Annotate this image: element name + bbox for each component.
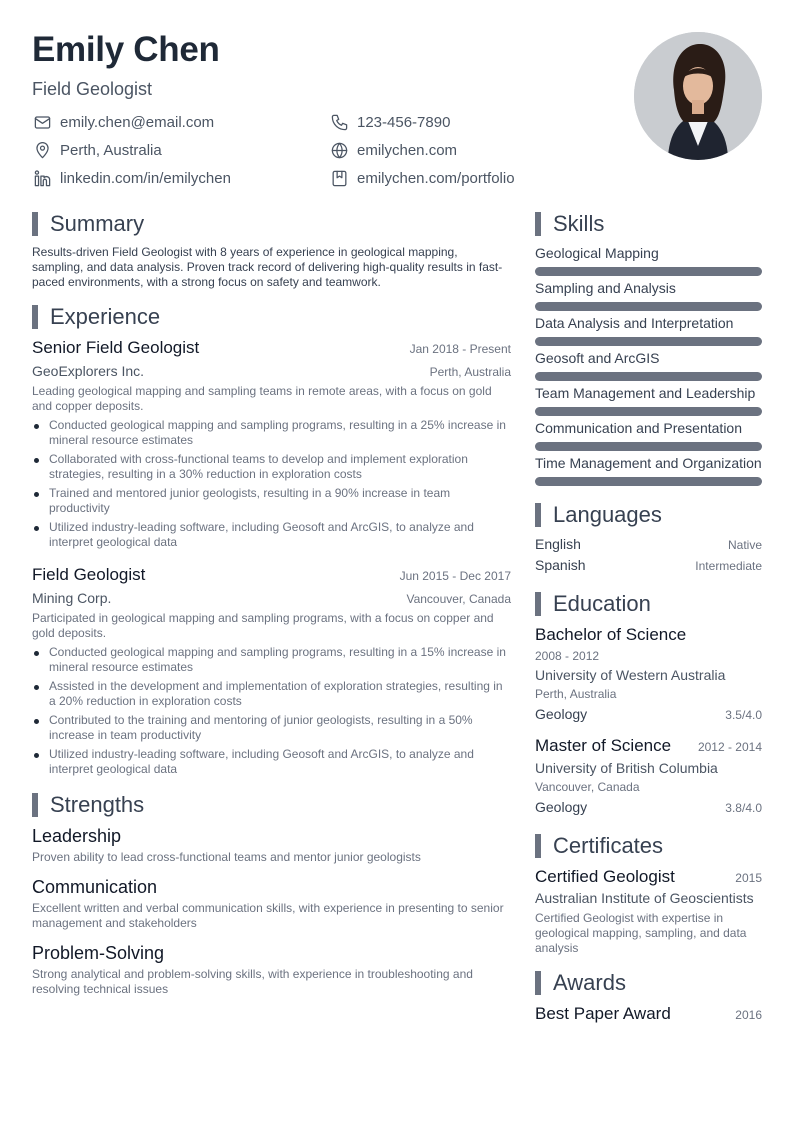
job-bullet: Trained and mentored junior geologists, resulting in a 90% increase in team productivity <box>32 486 511 516</box>
skill-name: Data Analysis and Interpretation <box>535 315 734 331</box>
awards-heading-text: Awards <box>553 970 626 995</box>
section-accent-bar <box>32 212 38 236</box>
job-bullet: Conducted geological mapping and sampling programs, resulting in a 15% increase in mineral resource estimates <box>32 645 511 675</box>
skill-bar <box>535 337 762 346</box>
languages-heading-text: Languages <box>553 502 662 527</box>
education-location: Vancouver, Canada <box>535 780 640 794</box>
language-name: Spanish <box>535 557 586 573</box>
contact-email-text: emily.chen@email.com <box>60 114 215 131</box>
job-dates: Jun 2015 - Dec 2017 <box>399 569 511 583</box>
contact-email[interactable] <box>32 112 329 133</box>
skill-item <box>535 455 762 486</box>
contact-phone-text: 123-456-7890 <box>357 114 451 131</box>
section-accent-bar <box>535 971 541 995</box>
contact-portfolio-text: emilychen.com/portfolio <box>357 170 515 187</box>
job-dates: Jan 2018 - Present <box>409 342 511 356</box>
contact-list <box>32 112 592 189</box>
job-company: GeoExplorers Inc. <box>32 363 145 379</box>
certificates-heading <box>535 833 762 859</box>
education-school: University of Western Australia <box>535 667 726 683</box>
education-heading <box>535 591 762 617</box>
education-dates: 2008 - 2012 <box>535 649 600 663</box>
job-description: Participated in geological mapping and sampling programs, with a focus on copper and gold deposits. <box>32 611 494 640</box>
skill-item <box>535 280 762 311</box>
education-heading-text: Education <box>553 591 651 616</box>
education-dates: 2012 - 2014 <box>697 740 762 754</box>
section-accent-bar <box>32 305 38 329</box>
contact-linkedin-text: linkedin.com/in/emilychen <box>60 170 231 187</box>
strength-item <box>32 943 511 997</box>
strength-name: Problem-Solving <box>32 943 165 963</box>
section-accent-bar <box>535 592 541 616</box>
skill-bar <box>535 267 762 276</box>
contact-website[interactable] <box>329 140 592 161</box>
job-bullet: Utilized industry-leading software, including Geosoft and ArcGIS, to analyze and interpret geological data <box>32 747 511 777</box>
certificate-year: 2015 <box>735 871 762 885</box>
job-bullets <box>32 645 511 777</box>
job-location: Vancouver, Canada <box>406 592 511 606</box>
experience-item <box>32 338 511 550</box>
language-item <box>535 536 762 552</box>
contact-portfolio[interactable] <box>329 168 592 189</box>
skill-bar <box>535 407 762 416</box>
education-item <box>535 625 762 722</box>
section-accent-bar <box>535 503 541 527</box>
skill-name: Communication and Presentation <box>535 420 743 436</box>
job-bullets <box>32 418 511 550</box>
portfolio-icon <box>329 169 349 189</box>
skill-name: Sampling and Analysis <box>535 280 676 296</box>
contact-location <box>32 140 329 161</box>
award-year: 2016 <box>735 1008 762 1022</box>
skills-heading-text: Skills <box>553 211 605 236</box>
skill-name: Time Management and Organization <box>535 455 762 471</box>
education-gpa: 3.5/4.0 <box>725 708 762 722</box>
language-name: English <box>535 536 581 552</box>
skill-item <box>535 315 762 346</box>
job-bullet: Assisted in the development and implementation of exploration strategies, resulting in a 20% reduction in exploration costs <box>32 679 511 709</box>
strength-item <box>32 826 511 865</box>
side-column <box>535 211 762 1024</box>
job-bullet: Utilized industry-leading software, including Geosoft and ArcGIS, to analyze and interpret geological data <box>32 520 511 550</box>
job-description: Leading geological mapping and sampling teams in remote areas, with a focus on gold and copper deposits. <box>32 384 492 413</box>
education-field: Geology <box>535 706 588 722</box>
strength-description: Proven ability to lead cross-functional teams and mentor junior geologists <box>32 850 421 864</box>
strength-name: Leadership <box>32 826 122 846</box>
education-school: University of British Columbia <box>535 760 718 776</box>
education-degree: Master of Science <box>535 736 672 755</box>
experience-heading-text: Experience <box>50 304 161 329</box>
contact-linkedin[interactable] <box>32 168 329 189</box>
language-level: Intermediate <box>695 559 762 573</box>
language-item <box>535 557 762 573</box>
linkedin-icon <box>32 169 52 189</box>
skill-item <box>535 420 762 451</box>
certificate-issuer: Australian Institute of Geoscientists <box>535 890 754 906</box>
education-item <box>535 736 762 815</box>
section-accent-bar <box>535 834 541 858</box>
job-bullet: Contributed to the training and mentoring of junior geologists, resulting in a 50% increase in team productivity <box>32 713 511 743</box>
certificate-name: Certified Geologist <box>535 867 675 886</box>
skill-bar <box>535 302 762 311</box>
mail-icon <box>32 113 52 133</box>
strengths-heading <box>32 792 511 818</box>
skills-heading <box>535 211 762 237</box>
strength-item <box>32 877 511 931</box>
strength-description: Excellent written and verbal communication skills, with experience in presenting to senior management and stakeholders <box>32 901 504 930</box>
skill-bar <box>535 442 762 451</box>
education-location: Perth, Australia <box>535 687 617 701</box>
location-icon <box>32 141 52 161</box>
strength-description: Strong analytical and problem-solving skills, with experience in troubleshooting and resolving technical issues <box>32 967 473 996</box>
language-level: Native <box>727 538 762 552</box>
experience-heading <box>32 304 511 330</box>
experience-item <box>32 565 511 777</box>
contact-phone[interactable] <box>329 112 592 133</box>
section-accent-bar <box>32 793 38 817</box>
contact-website-text: emilychen.com <box>357 142 458 159</box>
skill-name: Geosoft and ArcGIS <box>535 350 660 366</box>
profile-photo <box>634 32 762 160</box>
phone-icon <box>329 113 349 133</box>
job-title: Senior Field Geologist <box>32 338 200 357</box>
summary-heading-text: Summary <box>50 211 145 236</box>
contact-location-text: Perth, Australia <box>60 142 162 159</box>
candidate-title: Field Geologist <box>32 79 153 99</box>
skill-name: Team Management and Leadership <box>535 385 756 401</box>
certificate-item <box>535 867 762 956</box>
globe-icon <box>329 141 349 161</box>
job-bullet: Conducted geological mapping and sampling programs, resulting in a 25% increase in mineral resource estimates <box>32 418 511 448</box>
award-item <box>535 1004 762 1024</box>
summary-heading <box>32 211 511 237</box>
job-company: Mining Corp. <box>32 590 112 606</box>
main-column <box>32 211 511 1009</box>
awards-heading <box>535 970 762 996</box>
skill-item <box>535 350 762 381</box>
summary-text: Results-driven Field Geologist with 8 years of experience in geological mapping, sampling, and data analysis. Proven track record of delivering high-quality results in fast-paced environments, with a strong focus on safety and teamwork. <box>32 245 503 289</box>
skill-item <box>535 245 762 276</box>
skill-bar <box>535 477 762 486</box>
languages-heading <box>535 502 762 528</box>
skill-bar <box>535 372 762 381</box>
education-gpa: 3.8/4.0 <box>725 801 762 815</box>
skill-name: Geological Mapping <box>535 245 659 261</box>
strength-name: Communication <box>32 877 158 897</box>
job-title: Field Geologist <box>32 565 146 584</box>
skill-item <box>535 385 762 416</box>
job-bullet: Collaborated with cross-functional teams to develop and implement exploration strategies, resulting in a 30% reduction in exploration costs <box>32 452 511 482</box>
certificates-heading-text: Certificates <box>553 833 664 858</box>
certificate-description: Certified Geologist with expertise in geological mapping, sampling, and data analysis <box>535 911 747 955</box>
candidate-name: Emily Chen <box>32 30 220 69</box>
education-degree: Bachelor of Science <box>535 625 687 644</box>
strengths-heading-text: Strengths <box>50 792 145 817</box>
section-accent-bar <box>535 212 541 236</box>
job-location: Perth, Australia <box>429 365 511 379</box>
award-name: Best Paper Award <box>535 1004 671 1023</box>
education-field: Geology <box>535 799 588 815</box>
